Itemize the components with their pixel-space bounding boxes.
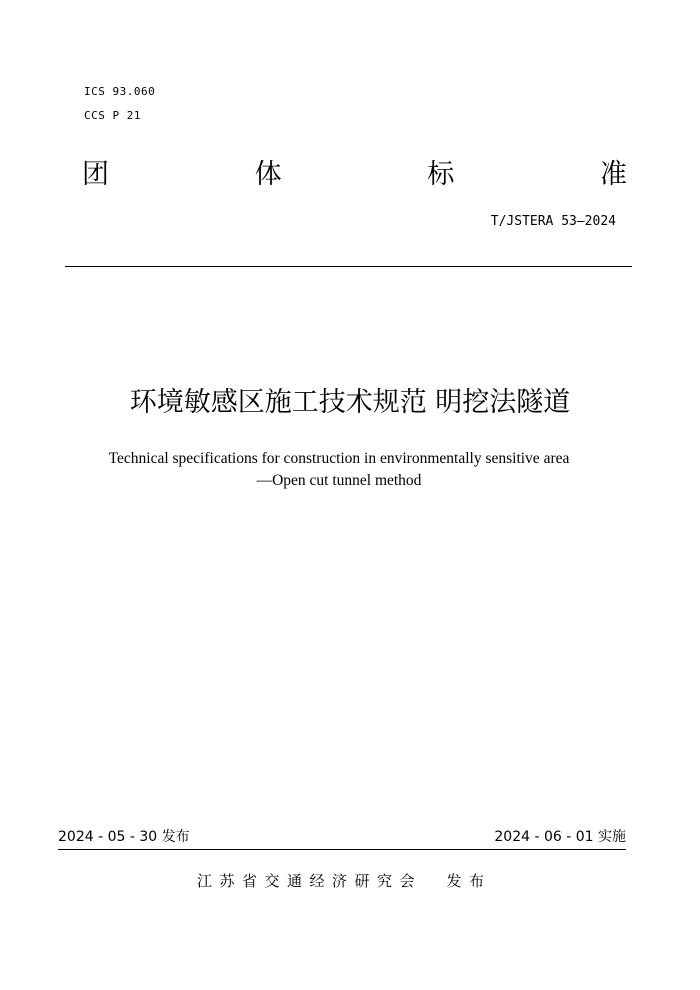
standard-type-char: 团: [82, 159, 109, 190]
publisher: 江苏省交通经济研究会 发布: [197, 872, 492, 890]
implement-date: 2024 - 06 - 01 实施: [494, 829, 626, 845]
ccs-code: CCS P 21: [84, 109, 141, 122]
footer-divider: [58, 849, 626, 850]
publish-date: 2024 - 05 - 30 发布: [58, 829, 190, 845]
standard-type-char: 标: [427, 159, 455, 190]
ics-code: ICS 93.060: [84, 85, 156, 98]
standard-type-char: 准: [599, 159, 627, 190]
title-english-line-1: Technical specifications for construction in environmentally sensitive area: [108, 450, 570, 467]
standard-type-char: 体: [254, 159, 282, 190]
header-divider: [65, 266, 632, 267]
standard-number: T/JSTERA 53—2024: [490, 214, 616, 229]
standard-type: [82, 158, 627, 192]
title-english-line-2: —Open cut tunnel method: [256, 472, 422, 489]
title-chinese: 环境敏感区施工技术规范 明挖法隧道: [129, 387, 571, 418]
